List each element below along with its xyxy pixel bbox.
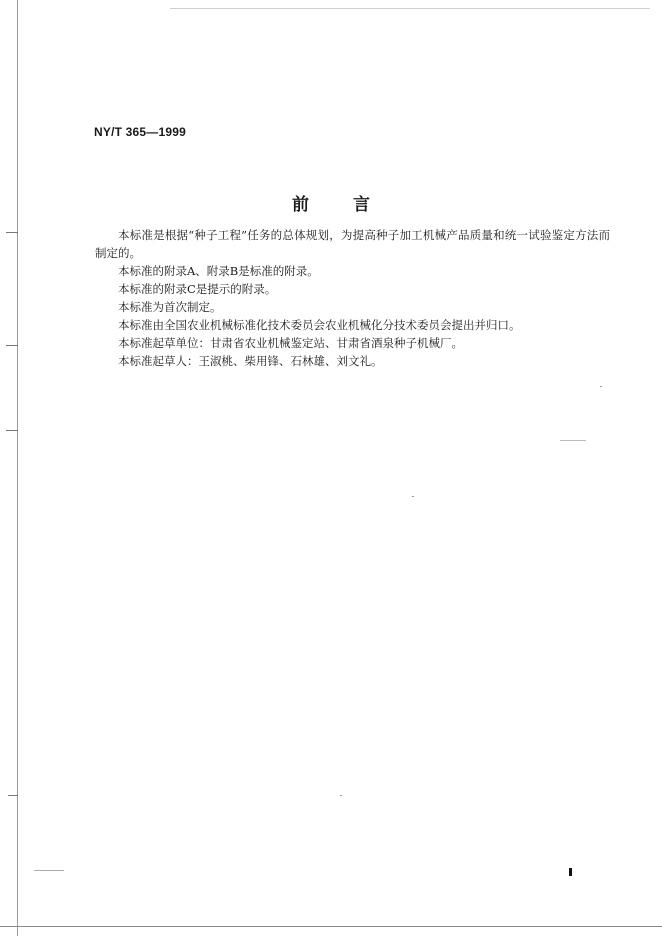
- paragraph: 本标准是根据“种子工程”任务的总体规划，为提高种子加工机械产品质量和统一试验鉴定方法而制定的。: [95, 228, 610, 260]
- scan-speck: [600, 386, 602, 387]
- margin-tick: [34, 870, 64, 871]
- paragraph: 本标准起草单位：甘肃省农业机械鉴定站、甘肃省酒泉种子机械厂。: [118, 336, 463, 350]
- page-mark: [569, 868, 572, 876]
- paragraph: 本标准的附录A、附录B是标准的附录。: [118, 264, 319, 278]
- margin-tick: [6, 232, 18, 233]
- page-top-edge: [170, 8, 650, 9]
- paragraph: 本标准为首次制定。: [118, 300, 222, 314]
- page-bottom-edge: [0, 926, 662, 927]
- scan-speck: [340, 795, 342, 796]
- margin-tick: [560, 440, 586, 441]
- margin-tick: [6, 345, 18, 346]
- scan-speck: [412, 496, 414, 497]
- paragraph: 本标准的附录C是提示的附录。: [118, 282, 277, 296]
- document-code: NY/T 365—1999: [94, 125, 186, 139]
- paragraph: 本标准起草人：王淑桃、柴用锋、石林雄、刘文礼。: [118, 354, 383, 368]
- margin-tick: [8, 795, 18, 796]
- paragraph: 本标准由全国农业机械标准化技术委员会农业机械化分技术委员会提出并归口。: [118, 318, 521, 332]
- foreword-body: [95, 226, 610, 370]
- margin-tick: [6, 430, 18, 431]
- page-title: 前言: [292, 195, 414, 215]
